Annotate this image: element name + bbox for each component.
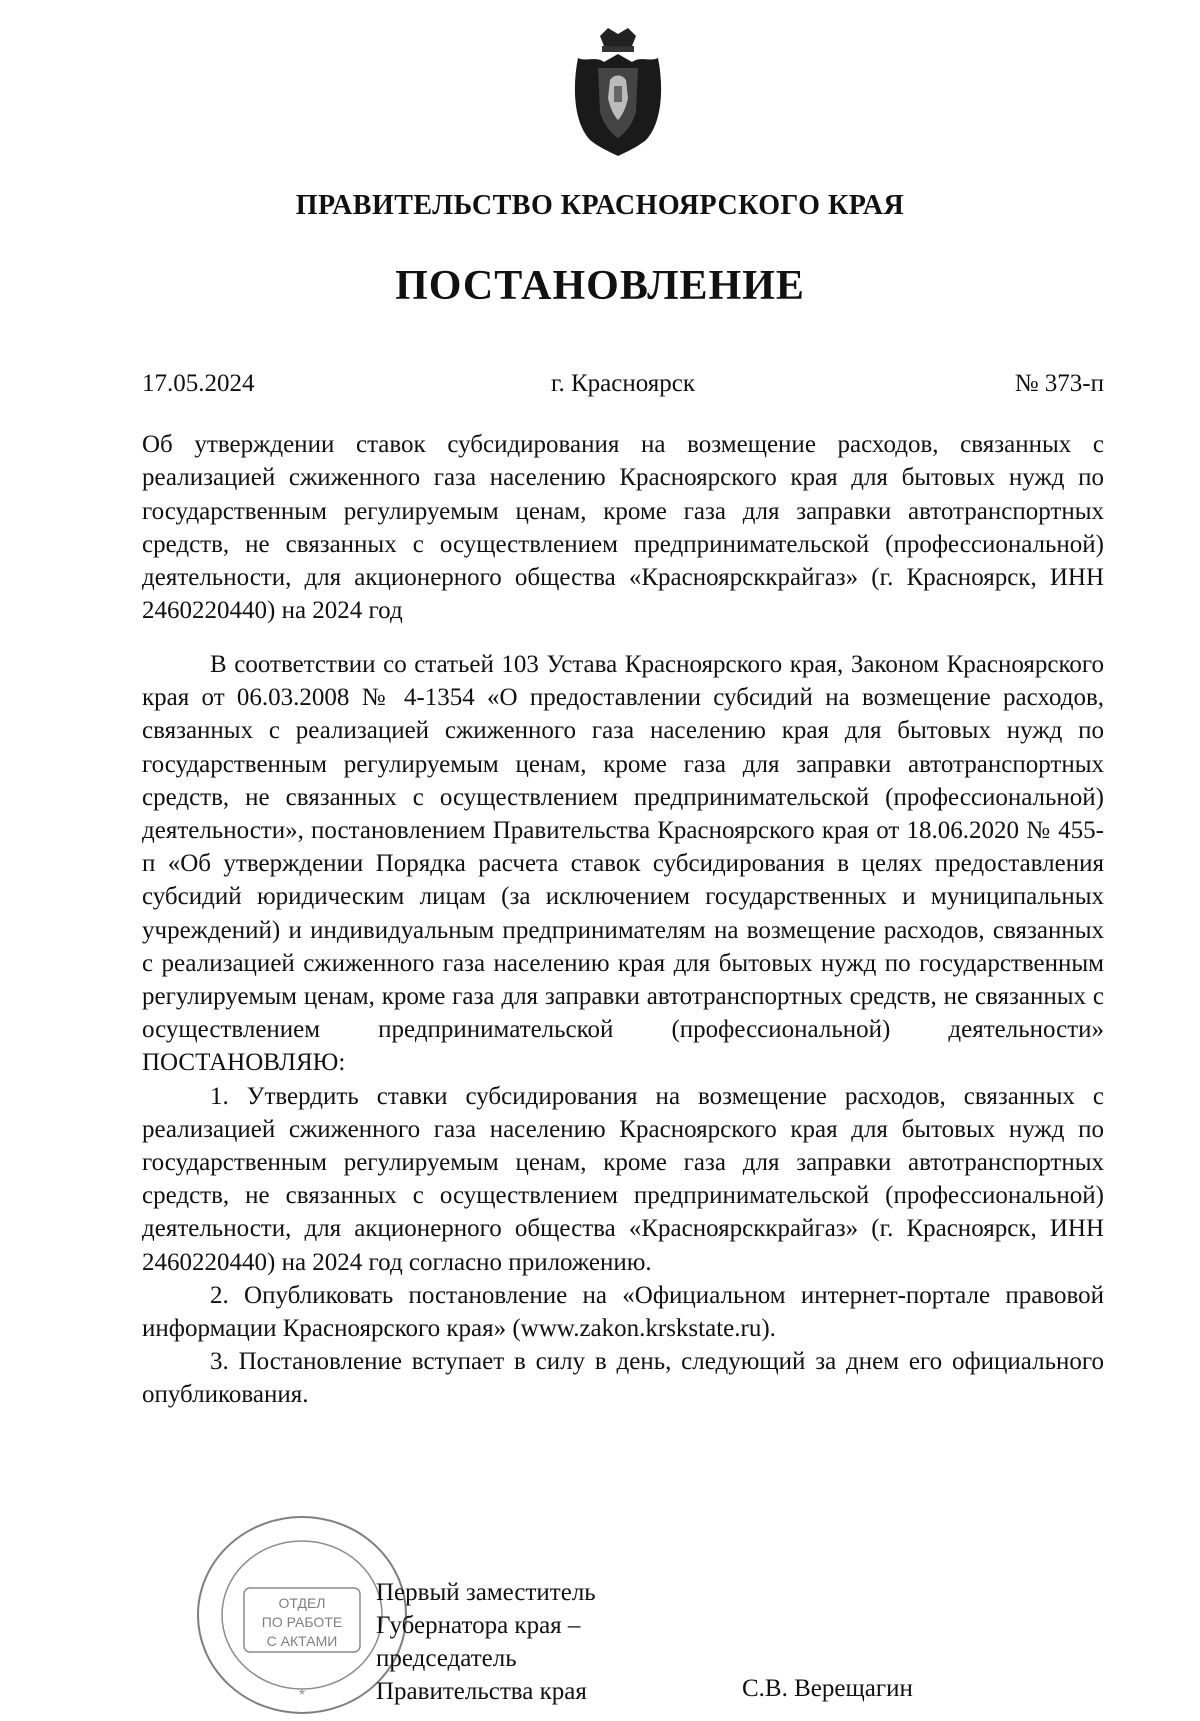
document-body <box>142 648 1104 1412</box>
organization-name: ПРАВИТЕЛЬСТВО КРАСНОЯРСКОГО КРАЯ <box>295 190 905 221</box>
signature-line-2: Губернатора края – <box>376 1612 581 1639</box>
signer-name: С.В. Верещагин <box>742 1675 913 1702</box>
stamp-line-3: С АКТАМИ <box>266 1633 338 1649</box>
item-2-paragraph: 2. Опубликовать постановление на «Официальном интернет-портале правовой информации Красноярского края» (www.zakon.krskstate.ru). <box>142 1281 1104 1343</box>
svg-text:*: * <box>298 1687 306 1704</box>
signature-block <box>376 1576 596 1708</box>
item-1-paragraph: 1. Утвердить ставки субсидирования на возмещение расходов, связанных с реализацией сжиженного газа населению Красноярского края для бытовых нужд по государственным регулируемым ценам, кроме газа для заправки автотранспортных средств, не связанных с осуществлением предпринимательской (профессиональной) деятельности, для акционерного общества «Красноярсккрайгаз» (г. Красноярск, ИНН 2460220440) на 2024 год согласно приложению. <box>142 1082 1104 1276</box>
signature-line-3: председатель <box>376 1645 517 1672</box>
document-number: № 373-п <box>1014 370 1104 397</box>
signature-line-4: Правительства края <box>376 1678 587 1705</box>
item-3-paragraph: 3. Постановление вступает в силу в день, следующий за днем его официального опубликования. <box>142 1348 1104 1409</box>
stamp-line-1: ОТДЕЛ <box>278 1595 326 1611</box>
document-date: 17.05.2024 <box>142 370 255 397</box>
document-city: г. Красноярск <box>551 370 695 397</box>
document-title: Об утверждении ставок субсидирования на возмещение расходов, связанных с реализацией сжиженного газа населению Красноярского края для бытовых нужд по государственным регулируемым ценам, кроме газа для заправки автотранспортных средств, не связанных с осуществлением предпринимательской (профессиональной) деятельности, для акционерного общества «Красноярсккрайгаз» (г. Красноярск, ИНН 2460220440) на 2024 год <box>142 431 1104 625</box>
signature-line-1: Первый заместитель <box>376 1579 596 1606</box>
preamble-paragraph: В соответствии со статьей 103 Устава Красноярского края, Законом Красноярского края от 06.03.2008 № 4-1354 «О предоставлении субсидий на возмещение расходов, связанных с реализацией сжиженного газа населению края для бытовых нужд по государственным регулируемым ценам, кроме газа для заправки автотранспортных средств, не связанных с осуществлением предпринимательской (профессиональной) деятельности», постановлением Правительства Красноярского края от 18.06.2020 № 455-п «Об утверждении Порядка расчета ставок субсидирования в целях предоставления субсидий юридическим лицам (за исключением государственных и муниципальных учреждений) и индивидуальным предпринимателям на возмещение расходов, связанных с реализацией сжиженного газа населению края для бытовых нужд по государственным регулируемым ценам, кроме газа для заправки автотранспортных средств, не связанных с осуществлением предпринимательской (профессиональной) деятельности» ПОСТАНОВЛЯЮ: <box>142 651 1104 1077</box>
document-type: ПОСТАНОВЛЕНИЕ <box>395 263 805 309</box>
stamp-line-2: ПО РАБОТЕ <box>261 1614 343 1630</box>
coat-of-arms-icon <box>570 28 666 158</box>
document-meta <box>142 370 1104 406</box>
